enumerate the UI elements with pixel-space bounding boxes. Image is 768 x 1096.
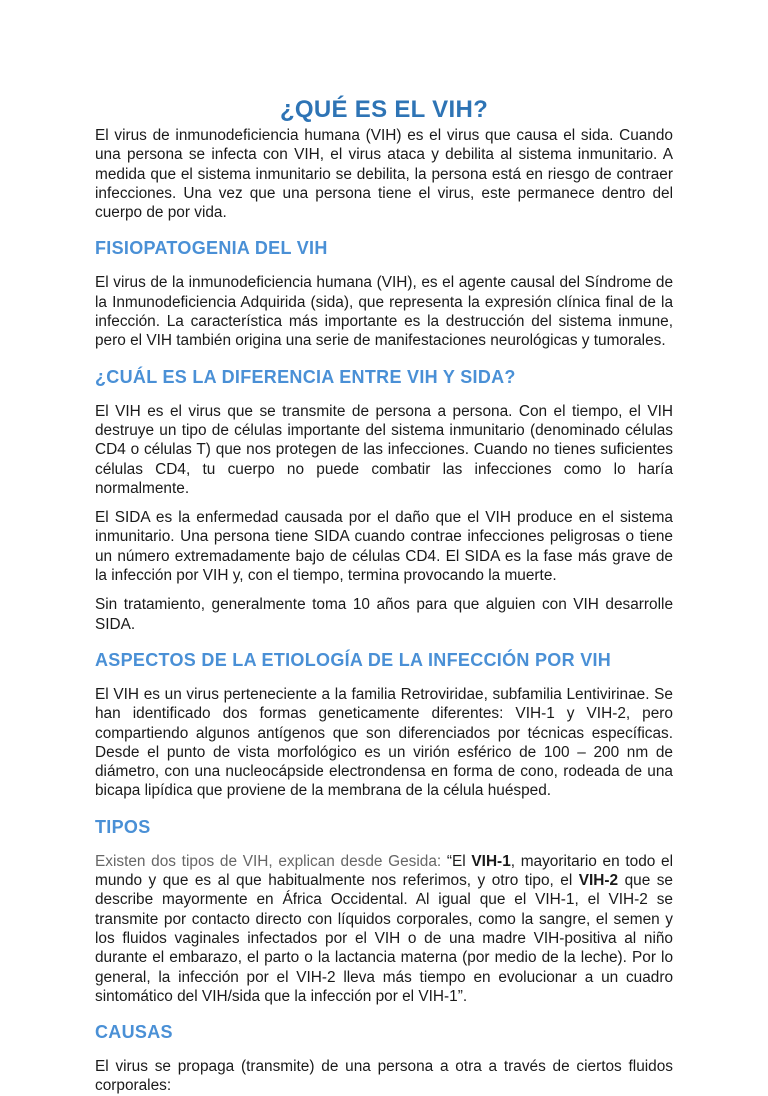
tipos-lead-text: Existen dos tipos de VIH, explican desde Gesida: (95, 852, 447, 870)
etiologia-paragraph: El VIH es un virus perteneciente a la familia Retroviridae, subfamilia Lentivirinae. Se han identificado dos formas geneticamente diferentes: VIH-1 y VIH-2, pero compartiendo algunos antígenos que son diferenciados por técnicas específicas. Desde el punto de vista morfológico es un virión esférico de 100 – 200 nm de diámetro, con una nucleocápside electrondensa en forma de cono, rodeada de una bicapa lipídica que proviene de la membrana de la célula huésped. (95, 685, 673, 800)
section-heading-tipos: TIPOS (95, 816, 151, 837)
section-heading-diferencia: ¿CUÁL ES LA DIFERENCIA ENTRE VIH Y SIDA? (95, 366, 516, 387)
intro-paragraph: El virus de inmunodeficiencia humana (VIH) es el virus que causa el sida. Cuando una persona se infecta con VIH, el virus ataca y debilita al sistema inmunitario. A medida que el sistema inmunitario se debilita, la persona está en riesgo de contraer infecciones. Una vez que una persona tiene el virus, este permanece dentro del cuerpo de por vida. (95, 127, 673, 222)
fisiopatogenia-paragraph: El virus de la inmunodeficiencia humana (VIH), es el agente causal del Síndrome de la Inmunodeficiencia Adquirida (sida), que representa la expresión clínica final de la infección. La característica más importante es la destrucción del sistema inmune, pero el VIH también origina una serie de manifestaciones neurológicas y tumorales. (95, 274, 673, 350)
diferencia-paragraph-2: El SIDA es la enfermedad causada por el daño que el VIH produce en el sistema inmunitario. Una persona tiene SIDA cuando contrae infecciones peligrosas o tiene un número extremadamente bajo de células CD4. El SIDA es la fase más grave de la infección por VIH y, con el tiempo, termina provocando la muerte. (95, 509, 673, 585)
page-title: ¿QUÉ ES EL VIH? (279, 96, 489, 123)
section-heading-etiologia: ASPECTOS DE LA ETIOLOGÍA DE LA INFECCIÓN POR VIH (95, 649, 612, 670)
tipos-quote-open: “El (446, 852, 472, 870)
causas-paragraph: El virus se propaga (transmite) de una persona a otra a través de ciertos fluidos corporales: (95, 1058, 673, 1095)
diferencia-paragraph-3: Sin tratamiento, generalmente toma 10 años para que alguien con VIH desarrolle SIDA. (95, 596, 673, 633)
diferencia-paragraph-1: El VIH es el virus que se transmite de persona a persona. Con el tiempo, el VIH destruye un tipo de células importante del sistema inmunitario (denominado células CD4 o células T) que nos protegen de las infecciones. Cuando no tienes suficientes células CD4, tu cuerpo no puede combatir las infecciones como lo haría normalmente. (95, 402, 673, 497)
section-heading-causas: CAUSAS (95, 1022, 173, 1043)
tipos-vih2-bold: VIH-2 (578, 872, 619, 890)
tipos-text-2: que se describe mayormente en África Occidental. Al igual que el VIH-1, el VIH-2 se transmite por contacto directo con líquidos corporales, como la sangre, el semen y los fluidos vaginales infectados por el VIH o de una madre VIH-positiva al niño durante el embarazo, el parto o la lactancia materna (por medio de la leche). Por lo general, la infección por el VIH-2 lleva más tiempo en evolucionar a un cuadro sintomático del VIH/sida que la infección por el VIH-1”. (95, 872, 673, 1005)
tipos-vih1-bold: VIH-1 (471, 852, 511, 870)
section-heading-fisiopatogenia: FISIOPATOGENIA DEL VIH (95, 238, 328, 259)
tipos-text-1: , mayoritario en todo el mundo y que es al que habitualmente nos referimos, y otro tipo, el (95, 852, 673, 890)
tipos-paragraph (95, 852, 673, 1006)
